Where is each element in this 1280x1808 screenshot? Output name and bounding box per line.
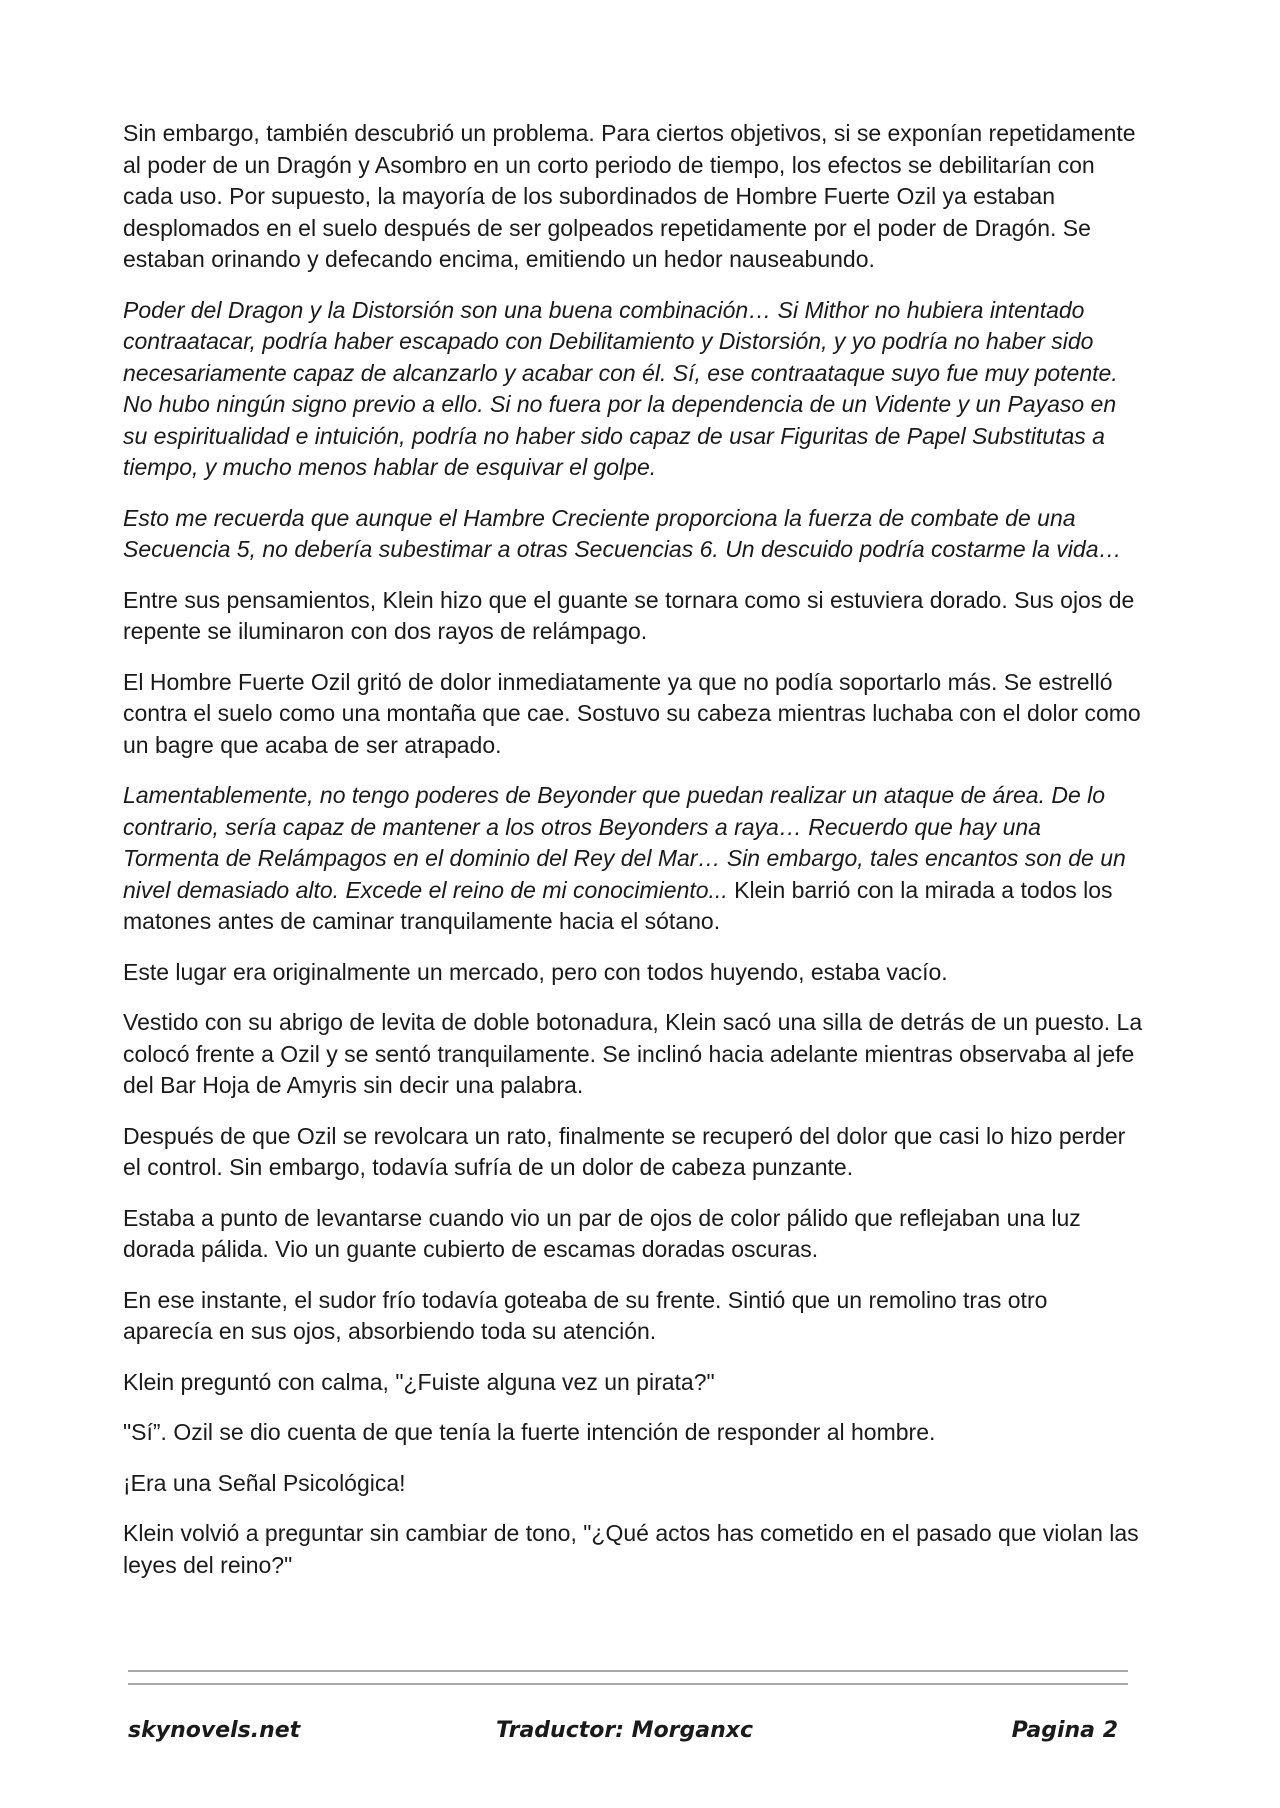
body-text <box>123 118 1143 1600</box>
paragraph-roman-part: Klein barrió con la mirada a todos los matones antes de caminar tranquilamente hacia el sótano. <box>123 876 1113 934</box>
paragraph: "Sí”. Ozil se dio cuenta de que tenía la fuerte intención de responder al hombre. <box>123 1419 936 1445</box>
paragraph: Entre sus pensamientos, Klein hizo que el guante se tornara como si estuviera dorado. Sus ojos de repente se iluminaron con dos rayos de relámpago. <box>123 586 1135 644</box>
footer-divider <box>128 1683 1128 1685</box>
paragraph: Klein volvió a preguntar sin cambiar de tono, "¿Qué actos has cometido en el pasado que violan las leyes del reino?" <box>123 1520 1139 1578</box>
footer-rules <box>128 1670 1128 1685</box>
paragraph: Este lugar era originalmente un mercado, pero con todos huyendo, estaba vacío. <box>123 958 948 985</box>
paragraph-italic: Esto me recuerda que aunque el Hambre Creciente proporciona la fuerza de combate de una Secuencia 5, no debería subestimar a otras Secuencias 6. Un descuido podría costarme la vida… <box>123 504 1122 562</box>
paragraph: Klein preguntó con calma, "¿Fuiste alguna vez un pirata?" <box>123 1368 715 1395</box>
paragraph: Sin embargo, también descubrió un problema. Para ciertos objetivos, si se exponían repetidamente al poder de un Dragón y Asombro en un corto periodo de tiempo, los efectos se debilitarían con cada uso. Por supuesto, la mayoría de los subordinados de Hombre Fuerte Ozil ya estaban desplomados en el suelo después de ser golpeados repetidamente por el poder de Dragón. Se estaban orinando y defecando encima, emitiendo un hedor nauseabundo. <box>123 120 1136 272</box>
paragraph: Después de que Ozil se revolcara un rato, finalmente se recuperó del dolor que casi lo hizo perder el control. Sin embargo, todavía sufría de un dolor de cabeza punzante. <box>123 1122 1126 1180</box>
paragraph-italic-part: Lamentablemente, no tengo poderes de Beyonder que puedan realizar un ataque de área. De lo contrario, sería capaz de mantener a los otros Beyonders a raya… Recuerdo que hay una Tormenta de Relámpagos en el dominio del Rey del Mar… Sin embargo, tales encantos son de un nivel demasiado alto. Excede el reino de mi conocimiento... <box>123 782 1126 903</box>
paragraph-italic: Poder del Dragon y la Distorsión son una buena combinación… Si Mithor no hubiera intentado contraatacar, podría haber escapado con Debilitamiento y Distorsión, y yo podría no haber sido necesariamente capaz de alcanzarlo y acabar con él. Sí, ese contraataque suyo fue muy potente. No hubo ningún signo previo a ello. Si no fuera por la dependencia de un Vidente y un Payaso en su espiritualidad e intuición, podría no haber sido capaz de usar Figuritas de Papel Substitutas a tiempo, y mucho menos hablar de esquivar el golpe. <box>123 296 1118 480</box>
footer-translator: Traductor: Morganxc <box>496 1718 754 1743</box>
paragraph: Estaba a punto de levantarse cuando vio un par de ojos de color pálido que reflejaban una luz dorada pálida. Vio un guante cubierto de escamas doradas oscuras. <box>123 1204 1081 1262</box>
paragraph: Vestido con su abrigo de levita de doble botonadura, Klein sacó una silla de detrás de un puesto. La colocó frente a Ozil y se sentó tranquilamente. Se inclinó hacia adelante mientras observaba al jefe del Bar Hoja de Amyris sin decir una palabra. <box>123 1009 1143 1098</box>
footer-divider <box>128 1670 1128 1672</box>
paragraph: El Hombre Fuerte Ozil gritó de dolor inmediatamente ya que no podía soportarlo más. Se estrelló contra el suelo como una montaña que cae. Sostuvo su cabeza mientras luchaba con el dolor como un bagre que acaba de ser atrapado. <box>123 668 1141 758</box>
paragraph: ¡Era una Señal Psicológica! <box>123 1469 406 1496</box>
footer-site: skynovels.net <box>128 1718 301 1743</box>
page-footer <box>128 1718 1118 1750</box>
footer-page-number: Pagina 2 <box>1011 1718 1118 1743</box>
paragraph: En ese instante, el sudor frío todavía goteaba de su frente. Sintió que un remolino tras otro aparecía en sus ojos, absorbiendo toda su atención. <box>123 1286 1048 1344</box>
paragraph-mixed <box>123 780 1143 938</box>
